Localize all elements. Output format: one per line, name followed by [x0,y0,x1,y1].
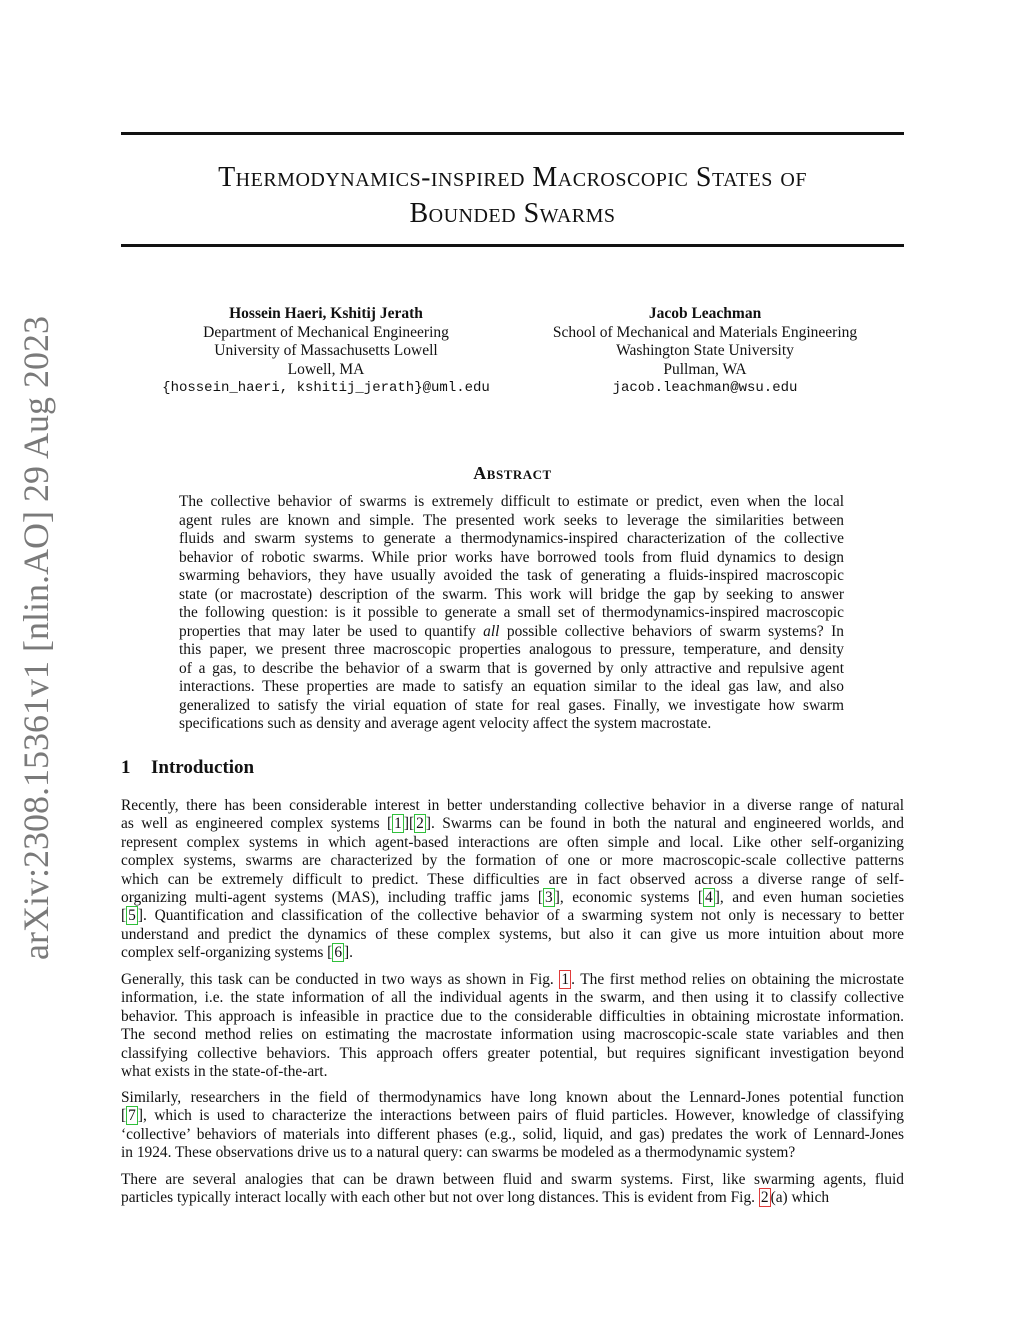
citation-link[interactable]: 5 [128,907,136,925]
text-line: organizing multi-agent systems (MAS), including traffic jams [ 3 ], economic systems [ 4 ], and even human societies [121,889,904,907]
author-university: Washington State University [616,342,794,359]
text-line: as well as engineered complex systems [ 1 ][ 2 ]. Swarms can be found in both the natural and engineered worlds, and [121,815,904,833]
text-line: complex systems, swarms are characterized by the formation of one or more macroscopic-scale collective patterns [121,852,904,870]
text-line: of a gas, to describe the behavior of a swarm that is governed by only attractive and repulsive agent [179,659,844,677]
author-block-right [515,305,895,398]
citation-link[interactable]: 2 [416,815,424,833]
citation-link[interactable]: 6 [334,944,343,962]
author-university: University of Massachusetts Lowell [214,342,438,359]
author-names: Hossein Haeri, Kshitij Jerath [229,305,423,322]
section-number: 1 [121,757,131,778]
figure-reference-link[interactable]: 1 [561,971,570,988]
text-line: [ 5 ]. Quantification and classification of the collective behavior of a swarming system not only is necessary to better [121,907,904,925]
citation-link[interactable]: 7 [128,1107,136,1125]
paper-title-line-2: Bounded Swarms [409,198,616,229]
text-line: ‘collective’ behaviors of materials into different phases (e.g., solid, liquid, and gas) predates the work of Lennard-Jones [121,1125,904,1143]
section-heading-introduction [121,757,254,779]
text-line: properties that may later be used to quantify all possible collective behaviors of swarm systems? In [179,622,844,640]
author-names: Jacob Leachman [648,305,762,322]
figure-reference-link[interactable]: 2 [760,1189,769,1207]
text-line: understand and predict the dynamics of these complex systems, but also it can give us more intuition about more [121,925,904,943]
text-line: the following question: is it possible to generate a small set of thermodynamics-inspired macroscopic [179,604,844,621]
text-line: in 1924. These observations drive us to a natural query: can swarms be modeled as a thermodynamic system? [121,1144,796,1162]
title-bottom-rule [121,244,904,247]
paragraph-1 [121,797,904,963]
author-email[interactable]: {hossein_haeri, kshitij_jerath}@uml.edu [162,380,490,396]
author-location: Pullman, WA [663,360,747,378]
text-line: what exists in the state-of-the-art. [121,1063,328,1081]
text-line: behavior. This approach is infeasible in practice due to the considerable difficulties in obtaining microstate information. [121,1007,904,1025]
text-line: The collective behavior of swarms is extremely difficult to estimate or predict, even when the local [179,493,844,510]
text-line: Generally, this task can be conducted in two ways as shown in Fig. 1 . The first method relies on obtaining the microstate [121,971,904,988]
text-line: [ 7 ], which is used to characterize the interactions between pairs of fluid particles. However, knowledge of classifying [121,1107,904,1125]
text-line: represent complex systems in which agent-based interactions are often simple and local. Like other self-organizing [121,833,904,851]
text-line: fluids and swarm systems to generate a thermodynamics-inspired characterization of the collective [179,530,844,547]
text-line: classifying collective behaviors. This approach offers greater potential, but requires significant investigation beyond [121,1044,904,1062]
paper-title-line-1: Thermodynamics-inspired Macroscopic States of [218,162,807,193]
text-line: interactions. These properties are made to satisfy an equation similar to the ideal gas law, and also [179,678,844,695]
paragraph-4 [121,1171,904,1208]
author-department: Department of Mechanical Engineering [203,323,449,341]
section-title: Introduction [151,757,255,778]
author-location: Lowell, MA [287,360,365,378]
citation-link[interactable]: 1 [394,815,402,833]
title-top-rule [121,132,904,135]
abstract-body [179,493,844,734]
arxiv-identifier: arXiv:2308.15361v1 [nlin.AO] 29 Aug 2023 [16,316,56,960]
text-line: There are several analogies that can be drawn between fluid and swarm systems. First, like swarming agents, fluid [121,1171,904,1188]
text-line: generalized to satisfy the virial equation of state for real gases. Finally, we investigate how swarm [179,696,844,714]
text-line: behavior of robotic swarms. While prior works have borrowed tools from fluid dynamics to design [179,548,844,566]
abstract-heading: Abstract [473,463,552,483]
author-block-left [131,305,521,398]
citation-link[interactable]: 4 [705,889,713,907]
text-line: Similarly, researchers in the field of thermodynamics have long known about the Lennard-Jones potential function [121,1089,904,1106]
text-line: agent rules are known and simple. The presented work seeks to leverage the similarities between [179,511,844,529]
paragraph-3 [121,1089,904,1163]
text-line: information, i.e. the state information of all the individual agents in the swarm, and then using it to classify collective [121,989,904,1007]
text-line: specifications such as density and average agent velocity affect the system macrostate. [179,715,712,732]
text-line: state (or macrostate) description of the swarm. This work will bridge the gap by seeking to answer [179,585,844,603]
text-line: The second method relies on estimating the macrostate information using macroscopic-scale state variables and then [121,1026,904,1044]
text-line: swarming behaviors, they have usually avoided the task of generating a fluids-inspired macroscopic [179,567,844,584]
paragraph-2 [121,971,904,1081]
text-line: Recently, there has been considerable interest in better understanding collective behavior in a diverse range of natural [121,797,904,814]
text-line: complex self-organizing systems [ 6 ]. [121,944,354,962]
text-line: which can be extremely difficult to predict. These difficulties are in fact observed across a diverse range of self- [121,870,904,888]
author-email[interactable]: jacob.leachman@wsu.edu [612,380,798,396]
text-line: this paper, we present three macroscopic properties analogous to pressure, temperature, and density [179,641,844,658]
citation-link[interactable]: 3 [545,889,553,907]
text-line: particles typically interact locally with each other but not over long distances. This is evident from Fig. 2 (a) which [121,1189,830,1207]
author-department: School of Mechanical and Materials Engineering [552,323,858,341]
